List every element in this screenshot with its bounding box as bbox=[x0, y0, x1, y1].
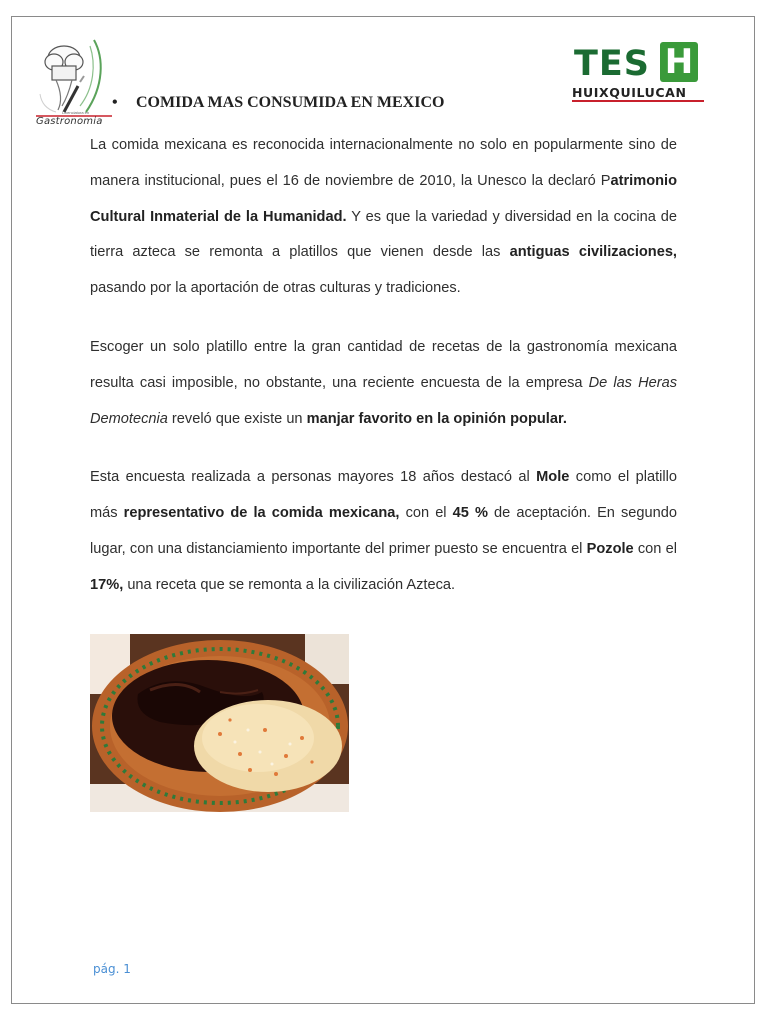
p2-text-2: reveló que existe un bbox=[167, 410, 307, 427]
bullet-icon: • bbox=[112, 94, 118, 111]
p3-text-4: de aceptación. En segundo lugar, con una distanciamiento importante del primer puesto se encuentra el bbox=[90, 505, 678, 557]
p3-text-3: con el bbox=[399, 505, 453, 522]
p3-text-5: con el bbox=[633, 540, 677, 557]
document-title bbox=[112, 94, 444, 112]
p2-bold-1: manjar favorito en la opinión popular. bbox=[306, 410, 567, 427]
p1-bold-1: atrimonio Cultural Inmaterial de la Humanidad. bbox=[90, 172, 677, 225]
p2-text-1: Escoger un solo platillo entre la gran cantidad de recetas de la gastronomía mexicana resulta casi imposible, no obstante, una reciente encuesta de la empresa bbox=[90, 338, 677, 391]
title-text: COMIDA MAS CONSUMIDA EN MEXICO bbox=[136, 94, 445, 111]
p1-text-1: La comida mexicana es reconocida internacionalmente no solo en popularmente sino de manera institucional, pues el 16 de noviembre de 2010, la Unesco la declaró P bbox=[90, 137, 677, 189]
gastronomia-small-caption: Licenciatura en bbox=[62, 110, 90, 115]
p3-bold-4: Pozole bbox=[586, 540, 634, 557]
p3-bold-3: 45 % bbox=[452, 505, 488, 522]
p2-italic-1: De las Heras Demotecnia bbox=[90, 374, 677, 427]
tes-wordmark: TES bbox=[574, 44, 650, 84]
p3-bold-1: Mole bbox=[536, 469, 570, 486]
p1-text-3: pasando por la aportación de otras culturas y tradiciones. bbox=[90, 280, 461, 297]
paragraph-3 bbox=[90, 460, 677, 603]
p3-bold-5: 17%, bbox=[90, 576, 124, 593]
paragraph-2 bbox=[90, 330, 677, 437]
mole-dish-photo bbox=[90, 634, 349, 812]
document-body bbox=[90, 128, 677, 627]
p3-text-2: como el platillo más bbox=[90, 469, 677, 522]
paragraph-1 bbox=[90, 128, 677, 307]
p3-text-6: una receta que se remonta a la civilización Azteca. bbox=[123, 576, 456, 593]
h-letter: H bbox=[664, 42, 694, 82]
tesh-logo bbox=[572, 42, 706, 104]
gastronomia-caption: Gastronomia bbox=[36, 116, 103, 127]
p1-text-2: Y es que la variedad y diversidad en la cocina de tierra azteca se remonta a platillos que vienen desde las bbox=[90, 208, 677, 261]
huixquilucan-text: HUIXQUILUCAN bbox=[572, 85, 687, 100]
p3-bold-2: representativo de la comida mexicana, bbox=[123, 505, 400, 522]
h-mark bbox=[660, 42, 698, 82]
huixquilucan-underline bbox=[572, 100, 704, 102]
mole-plate-illustration bbox=[90, 634, 349, 812]
page-number: pág. 1 bbox=[93, 962, 131, 976]
p1-bold-2: antiguas civilizaciones, bbox=[509, 244, 677, 261]
p3-text-1: Esta encuesta realizada a personas mayores 18 años destacó al bbox=[90, 469, 537, 486]
